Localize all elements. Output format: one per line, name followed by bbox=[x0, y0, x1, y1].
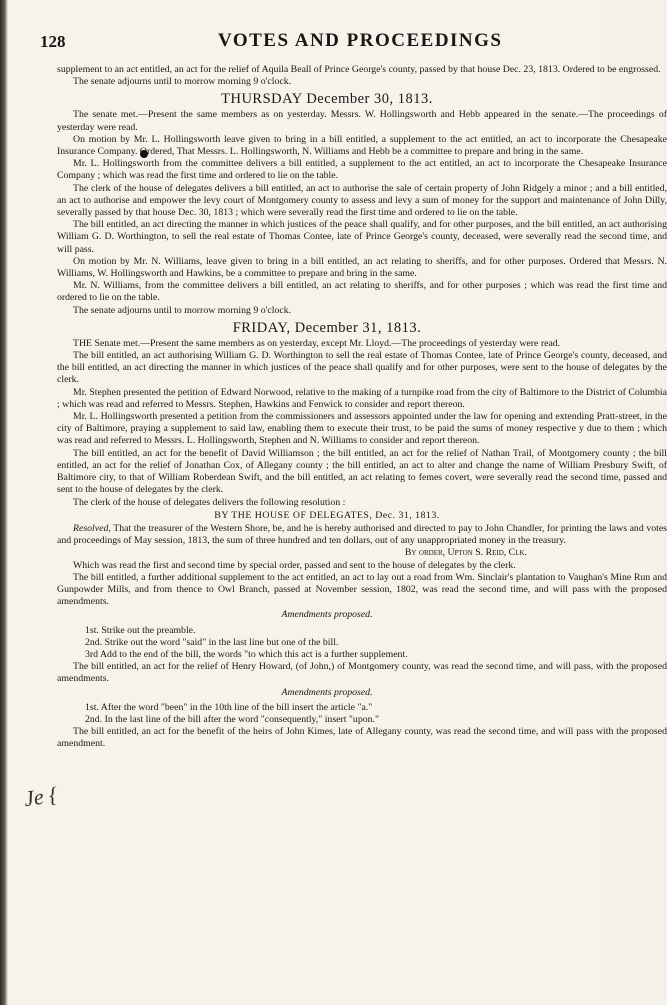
paragraph: Mr. L. Hollingsworth from the committee delivers a bill entitled, a supplement to the act entitled, an act to incorporate the Chesapeake Insurance Company ; which was read the first time and ordered to lie on the table. bbox=[57, 158, 667, 182]
paragraph: Which was read the first and second time by special order, passed and sent to the house of delegates by the clerk. bbox=[73, 559, 516, 571]
paragraph: The senate met.—Present the same members as on yesterday. Messrs. W. Hollingsworth and Hebb appeared in the senate.—The proceedings of yesterday were read. bbox=[57, 109, 667, 133]
amendment-item: 2nd. In the last line of the bill after the word "consequently," insert "upon." bbox=[85, 713, 379, 725]
running-title: VOTES AND PROCEEDINGS bbox=[218, 30, 503, 51]
resolution bbox=[57, 523, 667, 547]
amendments-heading: Amendments proposed. bbox=[281, 609, 373, 621]
amendment-item: 1st. Strike out the preamble. bbox=[85, 624, 196, 636]
paragraph: Mr. N. Williams, from the committee delivers a bill entitled, an act relating to sheriffs, and for other purposes ; which was read the first time and ordered to lie on the table. bbox=[57, 280, 667, 304]
resolution-text: That the treasurer of the Western Shore, be, and he is hereby authorised and directed to pay to John Chandler, for printing the laws and votes and proceedings of May session, 1813, the sum of three hundred and ten dollars, out of any unappropriated money in the treasury. bbox=[57, 522, 667, 547]
amendment-item: 3rd Add to the end of the bill, the words "to which this act is a further supplement. bbox=[85, 648, 408, 660]
paragraph: The clerk of the house of delegates delivers a bill entitled, an act to authorise the sale of certain property of John Ridgely a minor ; and a bill entitled, an act to authorise and empower the levy court of Montgomery county to assess and levy a sum of money for the support and maintenance of John Dilly, severally passed by that house Dec. 30, 1813 ; which were severally read the first time and ordered to lie on the table. bbox=[57, 182, 667, 219]
paragraph: The bill entitled, an act directing the manner in which justices of the peace shall qualify, and for other purposes, and the bill entitled, an act authorising William G. D. Worthington, to sell the real estate of Thomas Contee, late of Prince George's county, deceased, were severally read the second time, and will pass. bbox=[57, 219, 667, 255]
resolved-label: Resolved, bbox=[73, 522, 111, 534]
page-number: 128 bbox=[40, 32, 66, 51]
handwritten-margin-note: Je { bbox=[22, 781, 60, 812]
page-header bbox=[40, 30, 600, 58]
paragraph: The bill entitled, an act for the benefit of David Williamson ; the bill entitled, an act for the relief of Nathan Trail, of Montgomery county ; the bill entitled, an act for the relief of Jonathan Cox, of Allegany county ; the bill entitled, an act to alter and change the name of William Presbury Swift, of Baltimore city, to that of William Roberdean Swift, and the bill entitled, an act relating to femes covert, were severally read the second time, passed and sent to the house of delegates by the clerk. bbox=[57, 447, 667, 496]
amendments-heading: Amendments proposed. bbox=[281, 686, 373, 698]
paragraph: Mr. Stephen presented the petition of Edward Norwood, relative to the making of a turnpike road from the city of Baltimore to the District of Columbia ; which was read and referred to Messrs. Stephen, Hawkins and Fenwick to consider and report thereon. bbox=[57, 386, 667, 410]
resolution-heading: BY THE HOUSE OF DELEGATES, Dec. 31, 1813. bbox=[214, 509, 440, 521]
paragraph: The senate adjourns until to morrow morning 9 o'clock. bbox=[73, 76, 292, 88]
amendment-item: 1st. After the word "been" in the 10th line of the bill insert the article "a." bbox=[85, 701, 373, 713]
paragraph: The bill entitled, an act for the relief of Henry Howard, (of John,) of Montgomery county, was read the second time, and will pass, with the proposed amendments. bbox=[57, 661, 667, 685]
paragraph: The senate adjourns until to morrow morning 9 o'clock. bbox=[73, 304, 292, 316]
paragraph: The bill entitled, a further additional supplement to the act entitled, an act to lay out a road from Wm. Sinclair's plantation to Vaughan's Mine Run and Gunpowder Mills, and from thence to Owl Branch, passed at November session, 1802, was read the second time, and will pass with the proposed amendments. bbox=[57, 571, 667, 608]
body-text bbox=[57, 64, 667, 751]
day-heading-thursday: THURSDAY December 30, 1813. bbox=[221, 91, 433, 108]
day-heading-friday: FRIDAY, December 31, 1813. bbox=[232, 319, 422, 336]
paragraph: On motion by Mr. L. Hollingsworth leave given to bring in a bill entitled, a supplement to the act entitled, an act to incorporate the Chesapeake Insurance Company. Ordered, That Messrs. L. Hollingsworth, N. Williams and Hebb be a committee to prepare and bring in the same. bbox=[57, 133, 667, 158]
paragraph: supplement to an act entitled, an act for the relief of Aquila Beall of Prince George's county, passed by that house Dec. 23, 1813. Ordered to be engrossed. bbox=[57, 64, 661, 75]
paragraph: Mr. L. Hollingsworth presented a petition from the commissioners and assessors appointed under the law for opening and extending Pratt-street, in the city of Baltimore, praying a supplement to said law, enabling them to execute their trust, to be paid the sums of money respective y due to them ; which was read and referred to Messrs. L. Hollingsworth, Stephen and N. Williams to consider and report thereon. bbox=[57, 411, 667, 447]
paragraph: The bill entitled, an act for the benefit of the heirs of John Kimes, late of Allegany county, was read the second time, and will pass with the proposed amendment. bbox=[57, 726, 667, 750]
page-edge-shadow bbox=[0, 0, 8, 1005]
paragraph: On motion by Mr. N. Williams, leave given to bring in a bill entitled, an act relating to sheriffs, and for other purposes. Ordered that Messrs. N. Williams, W. Hollingsworth and Hawkins, be a committee to prepare and bring in the same. bbox=[57, 255, 667, 280]
amendment-item: 2nd. Strike out the word "said" in the last line but one of the bill. bbox=[85, 636, 339, 648]
paragraph: The clerk of the house of delegates delivers the following resolution : bbox=[73, 496, 346, 508]
paragraph: THE Senate met.—Present the same members as on yesterday, except Mr. Lloyd.—The proceedings of yesterday were read. bbox=[73, 337, 561, 349]
signature: By order, Upton S. Reid, Clk. bbox=[404, 547, 527, 559]
paragraph: The bill entitled, an act authorising William G. D. Worthington to sell the real estate of Thomas Contee, late of Prince George's county, deceased, and the bill entitled, an act directing the manner in which justices of the peace shall qualify and for other purposes, were sent to the house of delegates by the clerk. bbox=[57, 350, 667, 386]
